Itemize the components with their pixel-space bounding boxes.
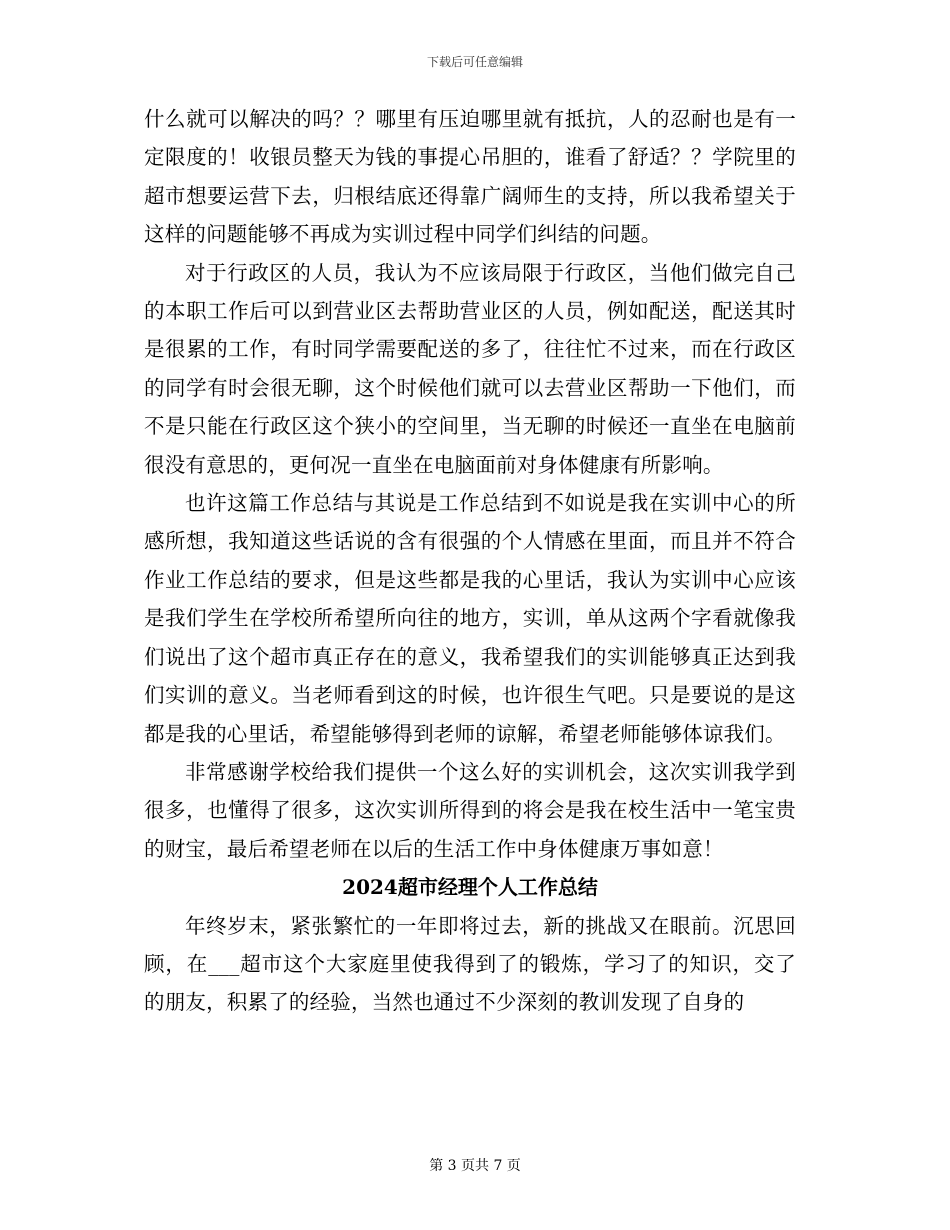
page-number: 第 3 页共 7 页 [429, 1158, 521, 1174]
paragraph-continued: 什么就可以解决的吗？？哪里有压迫哪里就有抵抗，人的忍耐也是有一定限度的！收银员整天为钱的事提心吊胆的，谁看了舒适？？学院里的超市想要运营下去，归根结底还得靠广阔师生的支持，所以我希望关于这样的问题能够不再成为实训过程中同学们纠结的问题。 [144, 107, 796, 247]
section-title: 2024超市经理个人工作总结 [342, 875, 598, 900]
paragraph-year-end: 年终岁末，紧张繁忙的一年即将过去，新的挑战又在眼前。沉思回顾，在___超市这个大家庭里使我得到了的锻炼，学习了的知识，交了的朋友，积累了的经验，当然也通过不少深刻的教训发现了自身的 [144, 913, 796, 1015]
paragraph-reflection: 也许这篇工作总结与其说是工作总结到不如说是我在实训中心的所感所想，我知道这些话说的含有很强的个人情感在里面，而且并不符合作业工作总结的要求，但是这些都是我的心里话，我认为实训中心应该是我们学生在学校所希望所向往的地方，实训，单从这两个字看就像我们说出了这个超市真正存在的意义，我希望我们的实训能够真正达到我们实训的意义。当老师看到这的时候，也许很生气吧。只是要说的是这都是我的心里话，希望能够得到老师的谅解，希望老师能够体谅我们。 [144, 491, 796, 746]
paragraph-administrative-area: 对于行政区的人员，我认为不应该局限于行政区，当他们做完自己的本职工作后可以到营业区去帮助营业区的人员，例如配送，配送其时是很累的工作，有时同学需要配送的多了，往往忙不过来，而在行政区的同学有时会很无聊，这个时候他们就可以去营业区帮助一下他们，而不是只能在行政区这个狭小的空间里，当无聊的时候还一直坐在电脑前很没有意思的，更何况一直坐在电脑面前对身体健康有所影响。 [144, 260, 796, 477]
paragraph-thanks: 非常感谢学校给我们提供一个这么好的实训机会，这次实训我学到很多，也懂得了很多，这次实训所得到的将会是我在校生活中一笔宝贵的财宝，最后希望老师在以后的生活工作中身体健康万事如意！ [144, 759, 796, 861]
document-body [144, 100, 796, 1022]
page-header: 下载后可任意编辑 [426, 55, 523, 69]
